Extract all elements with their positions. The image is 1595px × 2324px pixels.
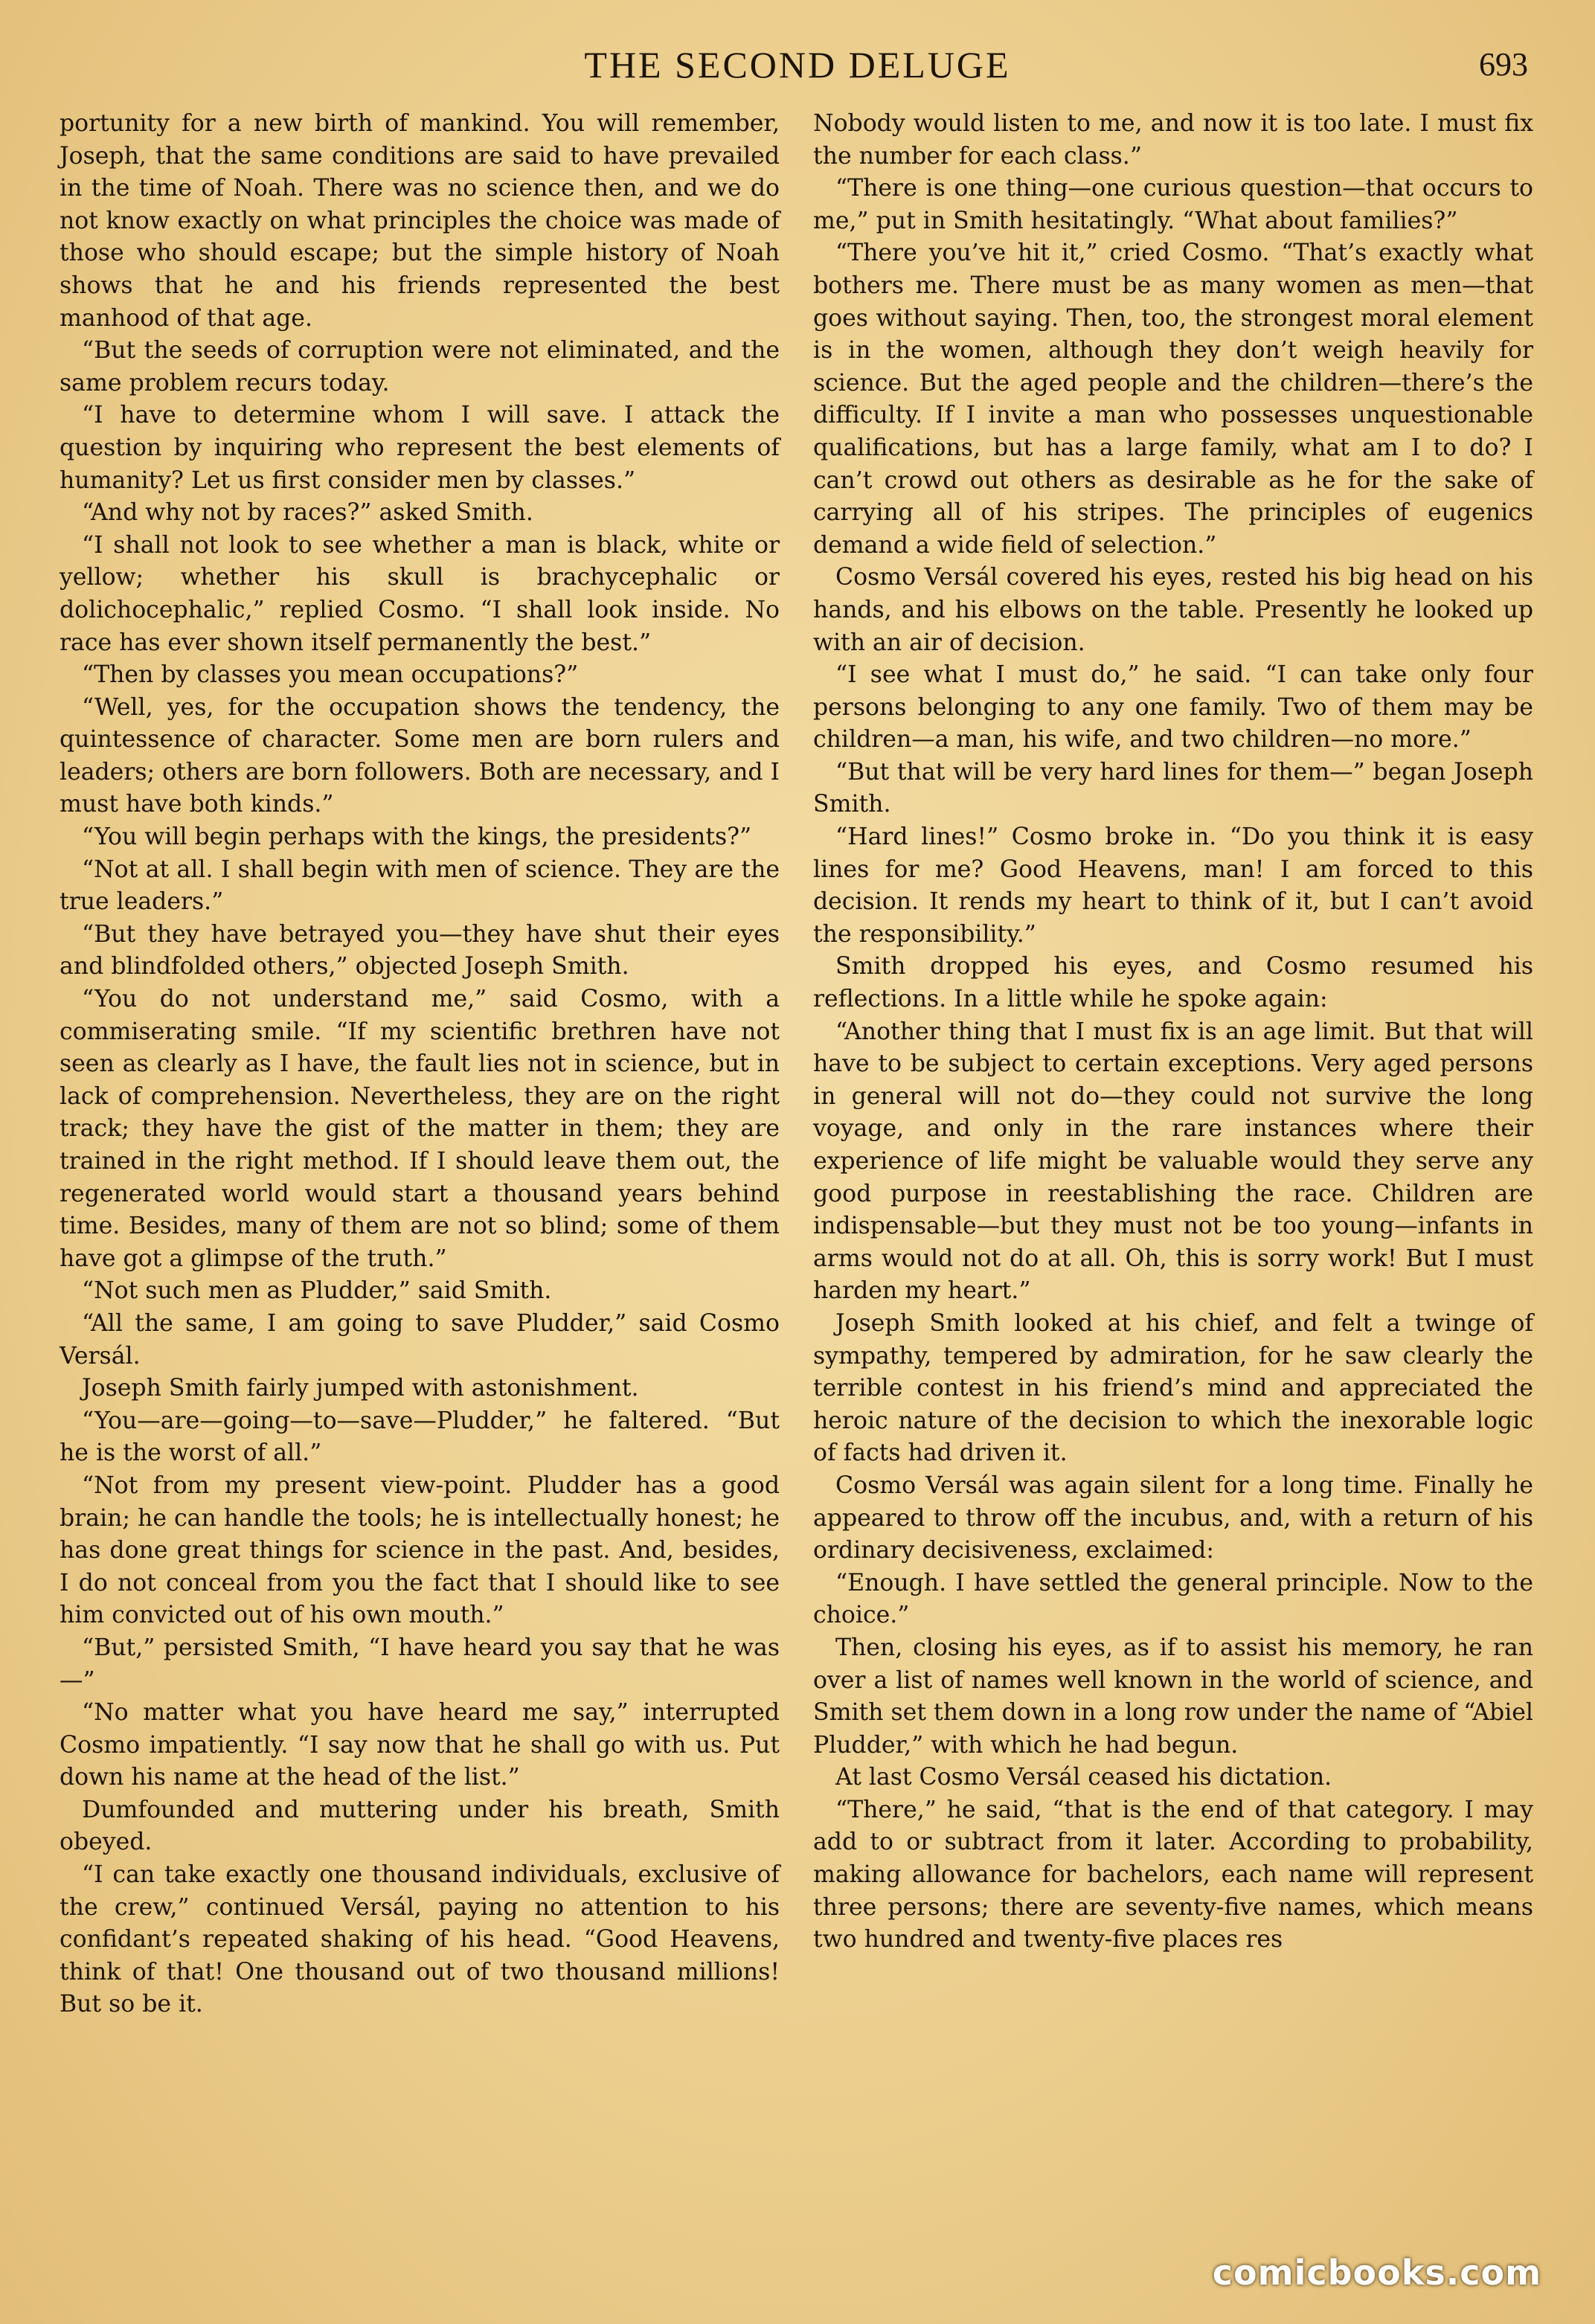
paragraph: “Not at all. I shall begin with men of science. They are the true leaders.”: [60, 856, 780, 916]
paragraph: “And why not by races?” asked Smith.: [82, 499, 533, 527]
paragraph: “You do not understand me,” said Cosmo, with a commiserating smile. “If my scientific brethren have not seen as clearly as I have, the fault lies not in science, but in lack of comprehension. Nevertheless, they are on the right track; they have the gist of the matter in them; they are trained in the right method. If I should leave them out, the regenerated world would start a thousand years behind time. Besides, many of them are not so blind; some of them have got a glimpse of the truth.”: [60, 986, 780, 1272]
left-column: [60, 108, 780, 2021]
paragraph: “I see what I must do,” he said. “I can take only four persons belonging to any one family. Two of them may be children—a man, his wife, and two children—no more.”: [813, 661, 1533, 754]
right-column: [813, 108, 1533, 1957]
running-header: [0, 39, 1595, 98]
paragraph: “You will begin perhaps with the kings, the presidents?”: [82, 824, 752, 851]
paragraph: “Well, yes, for the occupation shows the tendency, the quintessence of character. Some men are born rulers and leaders; others are born followers. Both are necessary, and I must have both kinds.”: [60, 693, 780, 818]
paragraph: portunity for a new birth of mankind. You will remember, Joseph, that the same conditions are said to have prevailed in the time of Noah. There was no science then, and we do not know exactly on what principles the choice was made of those who should escape; but the simple history of Noah shows that he and his friends represented the best manhood of that age.: [60, 110, 780, 332]
paragraph: Smith dropped his eyes, and Cosmo resumed his reflections. In a little while he spoke again:: [813, 953, 1533, 1013]
paragraph: “You—are—going—to—save—Pludder,” he faltered. “But he is the worst of all.”: [60, 1407, 780, 1467]
paragraph: “But that will be very hard lines for them—” began Joseph Smith.: [813, 758, 1533, 818]
paragraph: “Not from my present view-point. Pludder has a good brain; he can handle the tools; he is intellectually honest; he has done great things for science in the past. And, besides, I do not conceal from you the fact that I should like to see him convicted out of his own mouth.”: [60, 1471, 780, 1629]
paragraph: “But,” persisted Smith, “I have heard you say that he was—”: [60, 1634, 780, 1694]
page-number: 693: [1479, 46, 1528, 83]
paragraph: “But the seeds of corruption were not eliminated, and the same problem recurs today.: [60, 337, 780, 397]
paragraph: “Hard lines!” Cosmo broke in. “Do you think it is easy lines for me? Good Heavens, man! I am forced to this decision. It rends my heart to think of it, but I can’t avoid the responsibility.”: [813, 824, 1533, 948]
watermark: comicbooks.com: [1212, 2253, 1541, 2293]
paragraph: “There,” he said, “that is the end of that category. I may add to or subtract from it later. According to probability, making allowance for bachelors, each name will represent three persons; there are seventy-five names, which means two hundred and twenty-five places res: [813, 1796, 1533, 1954]
paragraph: Dumfounded and muttering under his breath, Smith obeyed.: [60, 1796, 780, 1856]
paragraph: At last Cosmo Versál ceased his dictation.: [835, 1764, 1332, 1791]
paragraph: Nobody would listen to me, and now it is too late. I must fix the number for each class.”: [813, 110, 1533, 170]
paragraph: “No matter what you have heard me say,” interrupted Cosmo impatiently. “I say now that he shall go with us. Put down his name at the head of the list.”: [60, 1699, 780, 1791]
paragraph: “I shall not look to see whether a man is black, white or yellow; whether his skull is brachycephalic or dolichocephalic,” replied Cosmo. “I shall look inside. No race has ever shown itself permanently the best.”: [60, 531, 780, 656]
paragraph: “There is one thing—one curious question—that occurs to me,” put in Smith hesitatingly. “What about families?”: [813, 175, 1533, 234]
paragraph: Joseph Smith fairly jumped with astonishment.: [82, 1375, 639, 1402]
paragraph: “All the same, I am going to save Pludder,” said Cosmo Versál.: [60, 1309, 780, 1370]
paragraph: “Not such men as Pludder,” said Smith.: [82, 1277, 552, 1305]
paragraph: “I can take exactly one thousand individuals, exclusive of the crew,” continued Versál, paying no attention to his confidant’s repeated shaking of his head. “Good Heavens, think of that! One thousand out of two thousand millions! But so be it.: [60, 1861, 780, 2018]
paragraph: “Enough. I have settled the general principle. Now to the choice.”: [813, 1569, 1533, 1629]
paragraph: Joseph Smith looked at his chief, and felt a twinge of sympathy, tempered by admiration, for he saw clearly the terrible contest in his friend’s mind and appreciated the heroic nature of the decision to which the inexorable logic of facts had driven it.: [813, 1309, 1533, 1467]
paragraph: “But they have betrayed you—they have shut their eyes and blindfolded others,” objected Joseph Smith.: [60, 920, 780, 980]
paragraph: Then, closing his eyes, as if to assist his memory, he ran over a list of names well known in the world of science, and Smith set them down in a long row under the name of “Abiel Pludder,” with which he had begun.: [813, 1634, 1533, 1759]
paragraph: “There you’ve hit it,” cried Cosmo. “That’s exactly what bothers me. There must be as many women as men—that goes without saying. Then, too, the strongest moral element is in the women, although they don’t weigh heavily for science. But the aged people and the children—there’s the difficulty. If I invite a man who possesses unquestionable qualifications, but has a large family, what am I to do? I can’t crowd out others as desirable as he for the sake of carrying all of his stripes. The principles of eugenics demand a wide field of selection.”: [813, 240, 1533, 559]
paragraph: “Another thing that I must fix is an age limit. But that will have to be subject to certain exceptions. Very aged persons in general will not do—they could not survive the long voyage, and only in the rare instances where their experience of life might be valuable would they serve any good purpose in reestablishing the race. Children are indispensable—but they must not be too young—infants in arms would not do at all. Oh, this is sorry work! But I must harden my heart.”: [813, 1018, 1533, 1305]
running-title: THE SECOND DELUGE: [584, 44, 1011, 86]
paragraph: Cosmo Versál covered his eyes, rested his big head on his hands, and his elbows on the table. Presently he looked up with an air of decision.: [813, 564, 1533, 656]
paragraph: “Then by classes you mean occupations?”: [82, 661, 579, 689]
paragraph: “I have to determine whom I will save. I attack the question by inquiring who represent the best elements of humanity? Let us first consider men by classes.”: [60, 402, 780, 494]
paragraph: Cosmo Versál was again silent for a long time. Finally he appeared to throw off the incubus, and, with a return of his ordinary decisiveness, exclaimed:: [813, 1471, 1533, 1564]
